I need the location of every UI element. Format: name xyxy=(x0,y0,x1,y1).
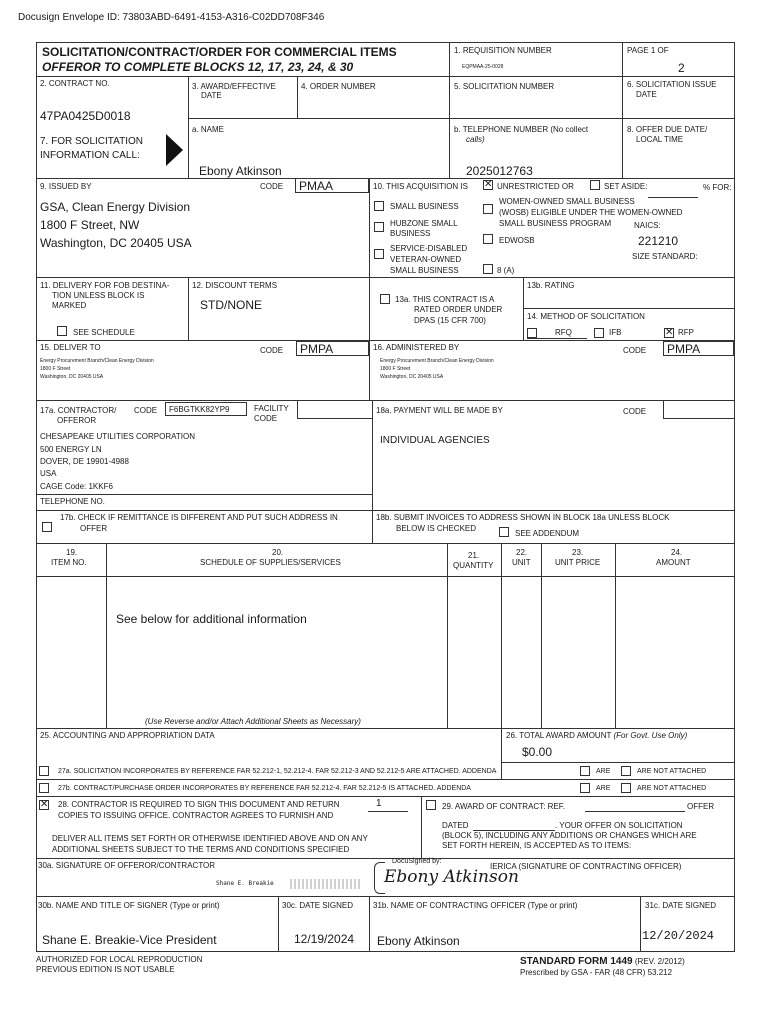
b15-code-label: CODE xyxy=(260,346,284,355)
col-19-header: ITEM NO. xyxy=(51,558,87,567)
b9-address-line1[interactable]: GSA, Clean Energy Division xyxy=(40,200,191,214)
edwosb-checkbox[interactable] xyxy=(483,234,493,244)
hubzone-checkbox[interactable] xyxy=(374,222,384,232)
see-schedule-checkbox[interactable] xyxy=(57,326,67,336)
rfp-label: RFP xyxy=(678,328,694,337)
sdvosb-label: SERVICE-DISABLED xyxy=(390,244,468,253)
footer-form-number: STANDARD FORM 1449 (REV. 2/2012) xyxy=(520,956,685,967)
b28-text-line1: 28. CONTRACTOR IS REQUIRED TO SIGN THIS DOCUMENT AND RETURN xyxy=(58,800,340,809)
contracting-officer-signature[interactable]: Ebony Atkinson xyxy=(384,867,519,887)
b13a-label-3: DPAS (15 CFR 700) xyxy=(414,316,486,325)
b16-address-line1[interactable]: Energy Procurement Branch/Clean Energy Division xyxy=(380,358,494,364)
b17b-label: 17b. CHECK IF REMITTANCE IS DIFFERENT AND PUT SUCH ADDRESS IN xyxy=(60,513,338,522)
set-aside-label: SET ASIDE: xyxy=(604,182,648,191)
b31b-value[interactable]: Ebony Atkinson xyxy=(377,934,460,948)
col-22-header: UNIT xyxy=(512,558,531,567)
27a-checkbox[interactable] xyxy=(39,766,49,776)
b2-value[interactable]: 47PA0425D0018 xyxy=(40,109,131,123)
envelope-id: Docusign Envelope ID: 73803ABD-6491-4153-A316-C02DD708F346 xyxy=(18,12,325,23)
b29-checkbox[interactable] xyxy=(426,800,436,810)
facility-label-2: CODE xyxy=(254,414,278,423)
b30c-label: 30c. DATE SIGNED xyxy=(282,901,353,910)
27b-checkbox[interactable] xyxy=(39,783,49,793)
col-22-number: 22. xyxy=(516,548,528,557)
b18b-label-2: BELOW IS CHECKED xyxy=(396,524,477,533)
small-business-checkbox[interactable] xyxy=(374,201,384,211)
b29-text-line3: (BLOCK 5), INCLUDING ANY ADDITIONS OR CHANGES WHICH ARE xyxy=(442,831,697,840)
b31a-label: IERICA (SIGNATURE OF CONTRACTING OFFICER) xyxy=(490,862,682,871)
hubzone-label-2: BUSINESS xyxy=(390,229,431,238)
27a-are-label: ARE xyxy=(596,768,611,775)
b29-offer-label: OFFER xyxy=(687,802,715,811)
unrestricted-label: UNRESTRICTED OR xyxy=(497,182,574,191)
footer-left-line1: AUTHORIZED FOR LOCAL REPRODUCTION xyxy=(36,955,203,964)
b17a-label-2: OFFEROR xyxy=(57,416,97,425)
b3-label: 3. AWARD/EFFECTIVE xyxy=(192,82,276,91)
signature-fine-print xyxy=(290,879,362,889)
b7b-label: b. TELEPHONE NUMBER (No collect xyxy=(454,125,589,134)
docusigned-by-label: DocuSigned by: xyxy=(392,858,442,865)
b18b-label: 18b. SUBMIT INVOICES TO ADDRESS SHOWN IN BLOCK 18a UNLESS BLOCK xyxy=(376,513,670,522)
col-20-number: 20. xyxy=(272,548,284,557)
facility-code-box[interactable] xyxy=(297,401,372,419)
b6-label-2: DATE xyxy=(636,90,657,99)
b2-label: 2. CONTRACT NO. xyxy=(40,79,110,88)
b18a-label: 18a. PAYMENT WILL BE MADE BY xyxy=(376,406,503,415)
b8-label: 8. OFFER DUE DATE/ xyxy=(627,125,708,134)
unrestricted-checkbox[interactable]: ✕ xyxy=(484,179,493,190)
b6-label: 6. SOLICITATION ISSUE xyxy=(627,80,717,89)
8a-checkbox[interactable] xyxy=(483,264,493,274)
b9-address-line2[interactable]: 1800 F Street, NW xyxy=(40,218,140,232)
b12-value[interactable]: STD/NONE xyxy=(200,298,263,312)
b7a-label: a. NAME xyxy=(192,125,225,134)
b30a-signature[interactable]: Shane E. Breakie xyxy=(216,880,274,887)
27b-are-label: ARE xyxy=(596,785,611,792)
27b-are-checkbox[interactable] xyxy=(580,783,590,793)
b28-checkbox[interactable]: ✕ xyxy=(40,799,49,810)
size-standard-label: SIZE STANDARD: xyxy=(632,252,698,261)
naics-label: NAICS: xyxy=(634,221,661,230)
b30b-label: 30b. NAME AND TITLE OF SIGNER (Type or print) xyxy=(38,901,220,910)
b15-address-line2[interactable]: 1800 F Street xyxy=(40,366,71,372)
b17a-line4[interactable]: USA xyxy=(40,469,57,478)
b17a-label: 17a. CONTRACTOR/ xyxy=(40,406,117,415)
col-24-header: AMOUNT xyxy=(656,558,691,567)
b7b-value[interactable]: 2025012763 xyxy=(466,164,533,178)
b29-text-line4: SET FORTH HEREIN, IS ACCEPTED AS TO ITEMS: xyxy=(442,841,632,850)
b1-label: 1. REQUISITION NUMBER xyxy=(454,46,552,55)
wosb-label-2: (WOSB) ELIGIBLE UNDER THE WOMEN-OWNED xyxy=(499,208,683,217)
b26-value[interactable]: $0.00 xyxy=(522,745,553,759)
b7b-label-2: calls) xyxy=(466,135,485,144)
b29-label: 29. AWARD OF CONTRACT: REF. xyxy=(442,802,565,811)
col-21-number: 21. xyxy=(468,551,480,560)
b16-code-label: CODE xyxy=(623,346,647,355)
8a-label: 8 (A) xyxy=(497,266,515,275)
b11-label-2: TION UNLESS BLOCK IS xyxy=(52,291,145,300)
b11-label: 11. DELIVERY FOR FOB DESTINA- xyxy=(40,281,170,290)
b17a-line5[interactable]: CAGE Code: 1KKF6 xyxy=(40,482,113,491)
b15-address-line1[interactable]: Energy Procurement Branch/Clean Energy Division xyxy=(40,358,154,364)
sdvosb-label-2: VETERAN-OWNED xyxy=(390,255,462,264)
b17a-code-label: CODE xyxy=(134,406,158,415)
27b-are-not-label: ARE NOT ATTACHED xyxy=(637,785,707,792)
b9-label: 9. ISSUED BY xyxy=(40,182,92,191)
b8-label-2: LOCAL TIME xyxy=(636,135,684,144)
wosb-label-3: SMALL BUSINESS PROGRAM xyxy=(499,219,612,228)
form-subtitle: OFFEROR TO COMPLETE BLOCKS 12, 17, 23, 24, & 30 xyxy=(42,60,354,74)
rfq-label: RFQ xyxy=(555,328,572,337)
b3-label-2: DATE xyxy=(201,91,222,100)
rfp-checkbox[interactable]: ✕ xyxy=(665,327,674,338)
b17a-line3[interactable]: DOVER, DE 19901-4988 xyxy=(40,457,129,466)
b9-code-value[interactable]: PMAA xyxy=(295,178,369,193)
remittance-checkbox[interactable] xyxy=(42,522,52,532)
b30b-value[interactable]: Shane E. Breakie-Vice President xyxy=(42,933,217,947)
col-23-header: UNIT PRICE xyxy=(555,558,601,567)
27a-are-checkbox[interactable] xyxy=(580,766,590,776)
b7a-value[interactable]: Ebony Atkinson xyxy=(199,164,282,178)
percent-for-label: % FOR: xyxy=(703,183,732,192)
b31c-label: 31c. DATE SIGNED xyxy=(645,901,716,910)
frame-bottom xyxy=(36,951,735,952)
pointer-arrow-icon xyxy=(166,134,183,166)
b12-label: 12. DISCOUNT TERMS xyxy=(192,281,278,290)
sdvosb-checkbox[interactable] xyxy=(374,249,384,259)
b4-label: 4. ORDER NUMBER xyxy=(301,82,376,91)
b28-text-line2: COPIES TO ISSUING OFFICE. CONTRACTOR AGREES TO FURNISH AND xyxy=(58,811,334,820)
b16-address-line3[interactable]: Washington, DC 20405 USA xyxy=(380,374,444,380)
col-19-number: 19. xyxy=(66,548,78,557)
b31b-label: 31b. NAME OF CONTRACTING OFFICER (Type or print) xyxy=(373,901,578,910)
b26-label: 26. TOTAL AWARD AMOUNT (For Govt. Use Only) xyxy=(506,731,688,740)
b5-label: 5. SOLICITATION NUMBER xyxy=(454,82,555,91)
col-24-number: 24. xyxy=(671,548,683,557)
b27a-text: 27a. SOLICITATION INCORPORATES BY REFERENCE FAR 52.212-1, 52.212-4. FAR 52.212-3 AND 52.212-5 ARE ATTACHED. ADDENDA xyxy=(58,768,497,775)
b16-label: 16. ADMINISTERED BY xyxy=(373,343,460,352)
b7-label-2: INFORMATION CALL: xyxy=(40,150,140,161)
telephone-label: TELEPHONE NO. xyxy=(40,497,105,506)
b31c-value[interactable]: 12/20/2024 xyxy=(642,929,715,943)
ifb-checkbox[interactable] xyxy=(594,328,604,338)
schedule-note: See below for additional information xyxy=(116,612,307,626)
footer-prescribed: Prescribed by GSA - FAR (48 CFR) 53.212 xyxy=(520,968,673,977)
naics-value[interactable]: 221210 xyxy=(638,234,679,248)
b7-label: 7. FOR SOLICITATION xyxy=(40,136,143,147)
b28-text-line3: DELIVER ALL ITEMS SET FORTH OR OTHERWISE IDENTIFIED ABOVE AND ON ANY xyxy=(52,834,368,843)
b1-value[interactable]: EQPMAA-25-0028 xyxy=(462,64,504,70)
set-aside-checkbox[interactable] xyxy=(590,180,600,190)
b29-text-line2: . YOUR OFFER ON SOLICITATION xyxy=(555,821,683,830)
b10-label: 10. THIS ACQUISITION IS xyxy=(373,182,468,191)
b18a-code-label: CODE xyxy=(623,407,647,416)
hubzone-label: HUBZONE SMALL xyxy=(390,219,458,228)
27a-are-not-checkbox[interactable] xyxy=(621,766,631,776)
b13b-label: 13b. RATING xyxy=(527,281,575,290)
col-20-header: SCHEDULE OF SUPPLIES/SERVICES xyxy=(200,558,341,567)
page-value: 2 xyxy=(678,61,685,75)
b15-address-line3[interactable]: Washington, DC 20405 USA xyxy=(40,374,104,380)
b17a-code-value[interactable]: F6BGTKK82YP9 xyxy=(165,402,247,416)
27a-are-not-label: ARE NOT ATTACHED xyxy=(637,768,707,775)
b28-text-line4: ADDITIONAL SHEETS SUBJECT TO THE TERMS AND CONDITIONS SPECIFIED xyxy=(52,845,350,854)
sdvosb-label-3: SMALL BUSINESS xyxy=(390,266,459,275)
b16-address-line2[interactable]: 1800 F Street xyxy=(380,366,411,372)
see-addendum-label: SEE ADDENDUM xyxy=(515,529,580,538)
b15-label: 15. DELIVER TO xyxy=(40,343,101,352)
b16-code-value[interactable]: PMPA xyxy=(663,341,734,356)
b30a-label: 30a. SIGNATURE OF OFFEROR/CONTRACTOR xyxy=(38,861,216,870)
wosb-checkbox[interactable] xyxy=(483,204,493,214)
frame-top xyxy=(36,42,735,43)
b15-code-value[interactable]: PMPA xyxy=(296,341,369,356)
footer-left-line2: PREVIOUS EDITION IS NOT USABLE xyxy=(36,965,175,974)
col-21-header: QUANTITY xyxy=(453,561,494,570)
b18a-value[interactable]: INDIVIDUAL AGENCIES xyxy=(380,435,490,446)
b11-label-3: MARKED xyxy=(52,301,87,310)
reverse-note: (Use Reverse and/or Attach Additional Sheets as Necessary) xyxy=(145,717,361,726)
col-23-number: 23. xyxy=(572,548,584,557)
wosb-label: WOMEN-OWNED SMALL BUSINESS xyxy=(499,197,635,206)
b25-label: 25. ACCOUNTING AND APPROPRIATION DATA xyxy=(40,731,215,740)
b28-copies-value[interactable]: 1 xyxy=(376,798,382,809)
form-title: SOLICITATION/CONTRACT/ORDER FOR COMMERCIAL ITEMS xyxy=(42,45,397,59)
b30c-value[interactable]: 12/19/2024 xyxy=(294,932,355,946)
b13a-label-2: RATED ORDER UNDER xyxy=(414,305,503,314)
small-business-label: SMALL BUSINESS xyxy=(390,202,459,211)
b13a-label: 13a. THIS CONTRACT IS A xyxy=(395,295,495,304)
rfq-checkbox[interactable] xyxy=(527,328,537,338)
dpas-checkbox[interactable] xyxy=(380,294,390,304)
27b-are-not-checkbox[interactable] xyxy=(621,783,631,793)
b17b-label-2: OFFER xyxy=(80,524,108,533)
page-label: PAGE 1 OF xyxy=(627,46,669,55)
facility-label: FACILITY xyxy=(254,404,289,413)
edwosb-label: EDWOSB xyxy=(499,236,535,245)
ifb-label: IFB xyxy=(609,328,622,337)
b27b-text: 27b. CONTRACT/PURCHASE ORDER INCORPORATES BY REFERENCE FAR 52.212-4. FAR 52.212-5 IS ATTACHED. ADDENDA xyxy=(58,785,471,792)
b18a-code-box[interactable] xyxy=(663,401,735,419)
b17a-line1[interactable]: CHESAPEAKE UTILITIES CORPORATION xyxy=(40,432,195,441)
b29-dated-label: DATED xyxy=(442,821,469,830)
b14-label: 14. METHOD OF SOLICITATION xyxy=(527,312,645,321)
b17a-line2[interactable]: 500 ENERGY LN xyxy=(40,445,102,454)
see-schedule-label: SEE SCHEDULE xyxy=(73,328,135,337)
b9-code-label: CODE xyxy=(260,182,284,191)
b9-address-line3[interactable]: Washington, DC 20405 USA xyxy=(40,236,192,250)
see-addendum-checkbox[interactable] xyxy=(499,527,509,537)
